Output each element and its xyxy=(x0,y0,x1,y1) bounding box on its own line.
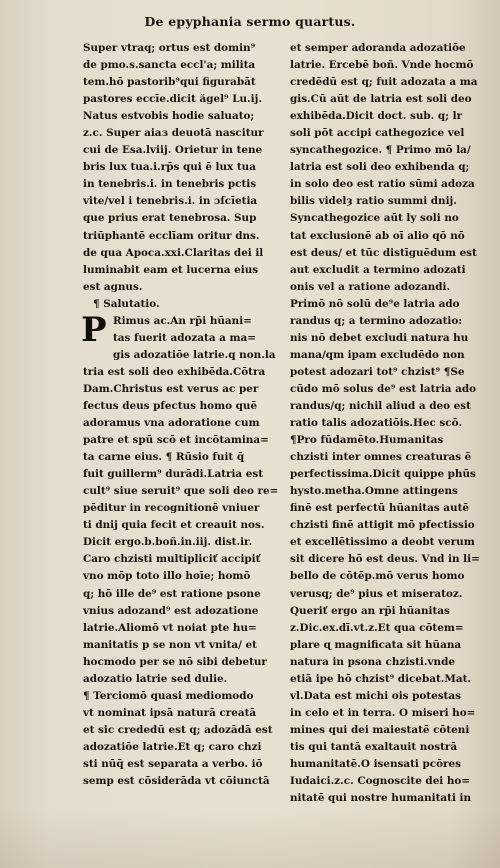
section-heading: ¶ Salutatio. xyxy=(93,297,160,310)
text-line: plare ɋ magnificata sit hūana xyxy=(290,638,462,651)
text-line: ti dnij quia fecit et creauit nos. xyxy=(83,519,265,532)
text-line: nitatē qui nostre humanitati in xyxy=(290,792,472,805)
text-line: et excellētissimo a deobt verum xyxy=(290,536,475,549)
text-line: cūdo mō solus de⁹ est latria ado xyxy=(290,382,477,395)
text-line: gis adozatiōe latrie.q non.la xyxy=(113,348,276,361)
text-line: de qua Apoca.xxi.Claritas dei il xyxy=(83,246,264,259)
text-line: potest adozari tot⁹ chzist⁹ ¶Se xyxy=(290,365,465,378)
text-line: natura in psona chzisti.vnde xyxy=(290,655,455,668)
text-line: ¶Pro fūdamēto.Humanitas xyxy=(290,434,444,447)
text-line: tat exclusionē ab oī alio qō nō xyxy=(290,229,465,242)
text-line: vt nominat ipsā naturā creatā xyxy=(83,706,257,719)
drop-cap-letter: P xyxy=(81,309,107,350)
text-line: et semper adoranda adozatiōe xyxy=(290,42,466,54)
text-line: etiā ipe hō chzist⁹ dicebat.Mat. xyxy=(290,672,472,685)
text-line: Primō nō solū de⁹e latria ado xyxy=(290,297,460,310)
text-line: est deus/ et tūc distīguēdum est xyxy=(290,246,477,259)
text-line: vnius adozand⁹ est adozatione xyxy=(83,604,259,617)
text-line: mana/qm ipam excludēdo non xyxy=(290,348,465,361)
text-line: bris lux tua.i.rp̄s qui ē lux tua xyxy=(83,161,256,174)
text-line: z.Dic.ex.dī.vt.z.Et qua cōtem= xyxy=(290,621,464,634)
text-line: Iudaici.z.c. Cognoscite dei ho= xyxy=(290,775,471,788)
text-line: verusq; de⁹ pius et miseratoz. xyxy=(290,587,463,600)
text-line: semp est cōsiderāda vt cōiunctā xyxy=(83,775,270,788)
text-line: sti nūq̄ est separata a verbo. iō xyxy=(83,757,263,770)
text-line: et sic crededū est q; adozādā est xyxy=(83,723,273,736)
text-line: Rimus ac.An rp̄i hūani= xyxy=(113,314,252,327)
text-line: Natus estvobis hodie saluato; xyxy=(83,110,255,123)
text-line: fuit guillerm⁹ durādi.Latria est xyxy=(83,468,264,481)
text-line: adoramus vna adoratione cum xyxy=(83,417,260,430)
paper-stain xyxy=(0,808,500,868)
text-line: que prius erat tenebrosa. Sup xyxy=(83,212,257,225)
right-column xyxy=(290,40,490,807)
text-line: tas fuerit adozata a ma= xyxy=(113,331,256,344)
text-line: vl.Data est michi ois potestas xyxy=(290,689,461,702)
text-line: humanitatē.O isensati pcōres xyxy=(290,757,461,770)
text-line: z.c. Super aiaз deuotā nascitur xyxy=(83,127,264,140)
text-line: tem.hō pastorib⁹qui figurabāt xyxy=(83,76,256,89)
text-line: aut excludit a termino adozati xyxy=(290,263,466,276)
running-header: De epyphania sermo quartus. xyxy=(144,14,356,29)
text-line: exhibēda.Dicit doct. sub. q; lr xyxy=(290,110,463,123)
text-line: fectus deus pfectus homo quē xyxy=(83,399,258,412)
text-line: pēditur in recognitionē vniuer xyxy=(83,502,260,515)
text-line: in solo deo est ratio sūmi adoza xyxy=(290,178,475,191)
text-line: adozatiōe latrie.Et q; caro chzi xyxy=(83,740,262,753)
text-line: Super vtraq; ortus est domin⁹ xyxy=(83,42,256,54)
text-line: sit dicere hō est deus. Vnd in li= xyxy=(290,553,480,566)
text-line: Queriť ergo an rp̄i hūanitas xyxy=(290,604,450,617)
text-line: patre et spū scō et incōtamina= xyxy=(83,434,269,447)
text-line: vite/vel i tenebris.i. in ɔſcīetia xyxy=(83,195,258,208)
initial-paragraph xyxy=(81,309,283,364)
text-line: gis.Cū aūt de latria est soli deo xyxy=(290,93,472,106)
text-line: credēdū est q; fuit adozata a ma xyxy=(290,76,478,89)
text-line: q; hō ille de⁹ est ratione psone xyxy=(83,587,261,600)
text-line: onis vel a ratione adozandi. xyxy=(290,280,451,293)
text-line: latria est soli deo exhibenda q; xyxy=(290,161,470,174)
text-line: in celo et in terra. O miseri ho= xyxy=(290,706,476,719)
text-line: Syncathegozice aūt ly soli no xyxy=(290,212,459,225)
text-line: vno mōp toto illo hoīe; homō xyxy=(83,570,251,583)
text-line: finē est perfectū hūanitas autē xyxy=(290,502,469,515)
text-line: hocmodo per se nō sibi debetur xyxy=(83,655,267,668)
left-column xyxy=(83,40,283,790)
text-line: bilis videlȝ ratio summi dnij. xyxy=(290,195,457,208)
text-line: soli pōt accipi cathegozice vel xyxy=(290,127,465,140)
text-line: pastores eccīe.dicit ăgel⁹ Lu.ij. xyxy=(83,93,262,106)
text-line: Caro chzisti multipliciť accipiť xyxy=(83,553,261,566)
text-line: ¶ Terciomō quasi mediomodo xyxy=(83,689,254,702)
text-line: perfectissima.Dicit quippe phūs xyxy=(290,468,476,481)
text-line: latrie. Ercebē boñ. Vnde hocmō xyxy=(290,59,474,72)
text-line: mines qui dei maiestatē cōteni xyxy=(290,723,470,736)
text-line: ta carne eius. ¶ Rūsio fuit q̄ xyxy=(83,451,245,464)
text-line: randus q; a termino adozatio: xyxy=(290,314,463,327)
text-line: manitatis p se non vt vnita/ et xyxy=(83,638,257,651)
text-line: de pmo.s.sancta eccl'a; milita xyxy=(83,59,256,72)
text-line: Dicit ergo.b.boñ.in.iij. dist.ir. xyxy=(83,536,253,549)
text-line: tis qui tantā exaltauit nostrā xyxy=(290,740,458,753)
text-line: chzisti inter omnes creaturas ē xyxy=(290,451,472,464)
text-line: syncathegozice. ¶ Primo mō la/ xyxy=(290,144,471,157)
text-line: nis nō debet excludi natura hu xyxy=(290,331,469,344)
text-line: est agnus. xyxy=(83,280,143,293)
text-line: hysto.metha.Omne attingens xyxy=(290,485,458,498)
text-line: latrie.Aliomō vt noiat pte hu= xyxy=(83,621,257,634)
text-line: ratio talis adozatiōis.Hec scō. xyxy=(290,417,463,430)
text-line: cult⁹ siue seruit⁹ que soli deo re= xyxy=(83,485,279,498)
text-line: chzisti finē attigit mō pfectissio xyxy=(290,519,475,532)
text-line: in tenebris.i. in tenebris pctis xyxy=(83,178,257,191)
text-line: triūphantē ecclīam oritur dns. xyxy=(83,229,260,242)
text-line: adozatio latrie sed dulie. xyxy=(83,672,228,685)
text-line: bello de cōtēp.mō verus homo xyxy=(290,570,465,583)
text-line: Dam.Christus est verus ac per xyxy=(83,382,259,395)
text-line: tria est soli deo exhibēda.Cōtra xyxy=(83,365,266,378)
text-line: cui de Esa.lviij. Orietur in tene xyxy=(83,144,263,157)
text-line: randus/q; nichil aliud a deo est xyxy=(290,399,471,412)
text-line: luminabit eam et lucerna eius xyxy=(83,263,259,276)
